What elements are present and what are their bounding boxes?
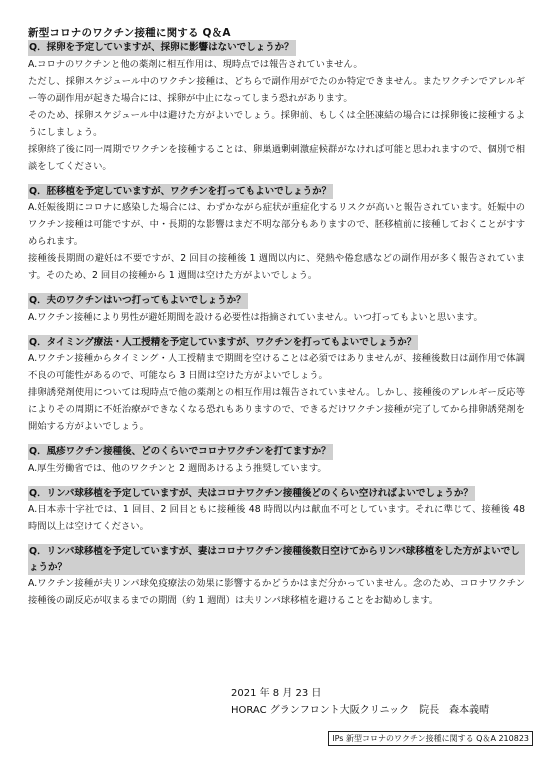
answer-paragraph: A.ワクチン接種により男性が避妊期間を設ける必要性は指摘されていません。いつ打ってもよいと思います。 [28, 311, 483, 323]
document-title: 新型コロナのワクチン接種に関する Q＆A [28, 27, 231, 39]
answer-paragraph: 採卵終了後に同一周期でワクチンを接種することは、卵巣過剰刺激症候群がなければ可能と思われますので、個別で相談をしてください。 [28, 143, 525, 172]
answer [28, 575, 525, 609]
answer [28, 309, 525, 326]
clinic-signature: HORAC グランフロント大阪クリニック 院長 森本義晴 [231, 705, 490, 716]
answer [28, 56, 525, 175]
qa-item [28, 544, 525, 609]
answer-paragraph: A.ワクチン接種が夫リンパ球免疫療法の効果に影響するかどうかはまだ分かっていません。念のため、コロナワクチン接種後の副反応が収まるまでの期間（約 1 週間）は夫リンパ球移植を避けることをお勧めします。 [28, 578, 525, 606]
answer-paragraph: そのため、採卵スケジュール中は避けた方がよいでしょう。採卵前、もしくは全胚凍結の場合には採卵後に接種するようにしましょう。 [28, 109, 525, 138]
question: Q．採卵を予定していますが、採卵に影響はないでしょうか？ [28, 40, 296, 56]
answer-paragraph: A.妊娠後期にコロナに感染した場合には、わずかながら症状が重症化するリスクが高いと報告されています。妊娠中のワクチン接種は可能ですが、中・長期的な影響はまだ不明な部分もありますので、胚移植前に接種しておくことがすすめられます。 [28, 202, 525, 247]
answer-paragraph: 接種後長期間の避妊は不要ですが、2 回目の接種後 1 週間以内に、発熱や倦怠感などの副作用が多く報告されています。そのため、2 回目の接種から 1 週間は空けた方がよいでしょう。 [28, 253, 525, 281]
qa-item [28, 184, 525, 285]
qa-item [28, 444, 525, 477]
document-reference-box: IPs 新型コロナのワクチン接種に関する Q＆A 210823 [328, 731, 533, 746]
question: Q．タイミング療法・人工授精を予定していますが、ワクチンを打ってもよいでしょうか？ [28, 335, 418, 351]
answer-paragraph: A.ワクチン接種からタイミング・人工授精まで期間を空けることは必須ではありませんが、接種後数日は副作用で体調不良の可能性があるので、可能なら 3 日間は空けた方がよいでしょう。 [28, 353, 525, 381]
answer-paragraph: A.コロナのワクチンと他の薬剤に相互作用は、現時点では報告されていません。 [28, 58, 363, 70]
answer-paragraph: 排卵誘発剤使用については現時点で他の薬剤との相互作用は報告されていません。しかし、接種後のアレルギー反応等によりその周期に不妊治療ができなくなる恐れもありますので、できるだけワクチン接種が完了してから排卵誘発剤を開始する方がよいでしょう。 [28, 387, 525, 432]
qa-item [28, 40, 525, 175]
answer [28, 460, 525, 477]
qa-item [28, 293, 525, 326]
document-date: 2021 年 8 月 23 日 [231, 688, 322, 699]
answer-paragraph: ただし、採卵スケジュール中のワクチン接種は、どちらで副作用がでたのか特定できません。またワクチンでアレルギー等の副作用が起きた場合には、採卵が中止になってしまう恐れがあります。 [28, 75, 525, 104]
qa-list [28, 40, 525, 618]
question: Q．夫のワクチンはいつ打ってもよいでしょうか？ [28, 293, 248, 309]
answer [28, 199, 525, 284]
question: Q．胚移植を予定していますが、ワクチンを打ってもよいでしょうか？ [28, 184, 333, 200]
question: Q．風疹ワクチン接種後、どのくらいでコロナワクチンを打てますか？ [28, 444, 333, 460]
qa-item [28, 335, 525, 436]
question: Q．リンパ球移植を予定していますが、妻はコロナワクチン接種後数日空けてからリンパ球移植をした方がよいでしょうか？ [28, 544, 525, 575]
question: Q．リンパ球移植を予定していますが、夫はコロナワクチン接種後どのくらい空ければよいでしょうか？ [28, 486, 475, 502]
qa-item [28, 486, 525, 536]
answer-paragraph: A.厚生労働省では、他のワクチンと 2 週間あけるよう推奨しています。 [28, 462, 327, 474]
answer [28, 350, 525, 435]
answer [28, 501, 525, 535]
answer-paragraph: A.日本赤十字社では、1 回目、2 回目ともに接種後 48 時間以内は献血不可としています。それに準じて、接種後 48 時間以上は空けてください。 [28, 504, 525, 532]
